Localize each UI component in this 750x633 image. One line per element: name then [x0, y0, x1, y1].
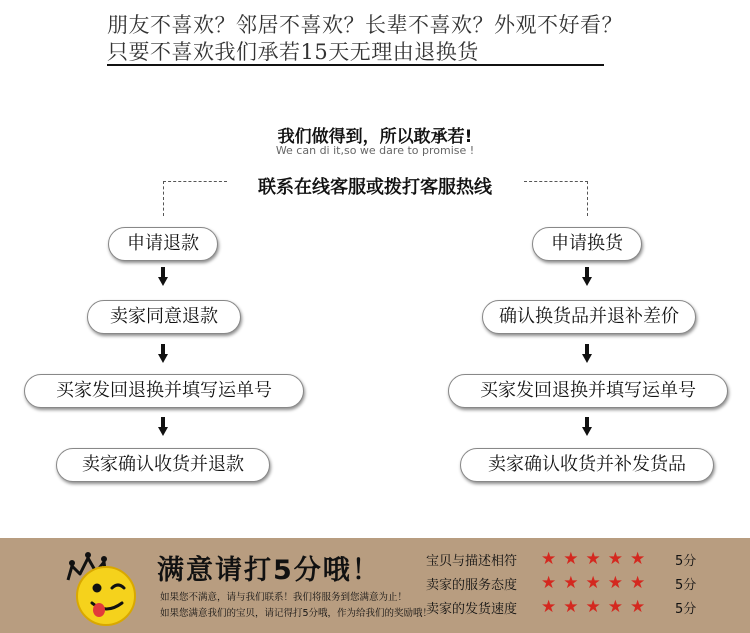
rating-score: 5分 — [675, 553, 697, 569]
header-line-2: 只要不喜欢我们承若15天无理由退换货 — [107, 40, 479, 64]
rating-row-description — [426, 548, 696, 570]
rating-label: 宝贝与描述相符 — [426, 553, 518, 569]
rating-score: 5分 — [675, 601, 697, 617]
refund-step-4: 卖家确认收货并退款 — [56, 448, 270, 482]
header-line-1: 朋友不喜欢？邻居不喜欢？长辈不喜欢？外观不好看？ — [107, 13, 623, 37]
exchange-step-3: 买家发回退换并填写运单号 — [448, 374, 728, 408]
winking-smiley-crown-icon — [60, 544, 150, 628]
rating-label: 卖家的服务态度 — [426, 577, 518, 593]
contact-hotline: 联系在线客服或拨打客服热线 — [258, 177, 492, 198]
rating-score: 5分 — [675, 577, 697, 593]
exchange-step-4: 卖家确认收货并补发货品 — [460, 448, 714, 482]
star-rating-icon: ★★★★★ — [541, 597, 653, 617]
banner-note-1: 如果您不满意，请与我们联系！我们将服务到您满意为止！ — [160, 592, 408, 603]
banner-note-2: 如果您满意我们的宝贝，请记得打5分哦，作为给我们的奖励哦！ — [160, 608, 433, 619]
down-arrow-icon — [582, 344, 592, 364]
promise-subtitle: We can di it,so we dare to promise ! — [275, 144, 475, 157]
star-rating-icon: ★★★★★ — [541, 549, 653, 569]
down-arrow-icon — [582, 267, 592, 287]
refund-step-2: 卖家同意退款 — [87, 300, 241, 334]
rating-row-shipping — [426, 596, 696, 618]
down-arrow-icon — [158, 344, 168, 364]
promise-title: 我们做得到，所以敢承若! — [277, 127, 473, 147]
exchange-step-2: 确认换货品并退补差价 — [482, 300, 696, 334]
rating-banner — [0, 538, 750, 633]
down-arrow-icon — [582, 417, 592, 437]
dashed-connector-right-v — [587, 181, 588, 216]
header-divider — [107, 64, 604, 66]
down-arrow-icon — [158, 267, 168, 287]
refund-step-3: 买家发回退换并填写运单号 — [24, 374, 304, 408]
refund-step-1: 申请退款 — [108, 227, 218, 261]
banner-headline: 满意请打5分哦！ — [157, 555, 381, 586]
dashed-connector-right-h — [524, 181, 588, 182]
dashed-connector-left-v — [163, 181, 164, 216]
exchange-step-1: 申请换货 — [532, 227, 642, 261]
star-rating-icon: ★★★★★ — [541, 573, 653, 593]
down-arrow-icon — [158, 417, 168, 437]
rating-row-service — [426, 572, 696, 594]
dashed-connector-left-h — [163, 181, 227, 182]
rating-label: 卖家的发货速度 — [426, 601, 518, 617]
